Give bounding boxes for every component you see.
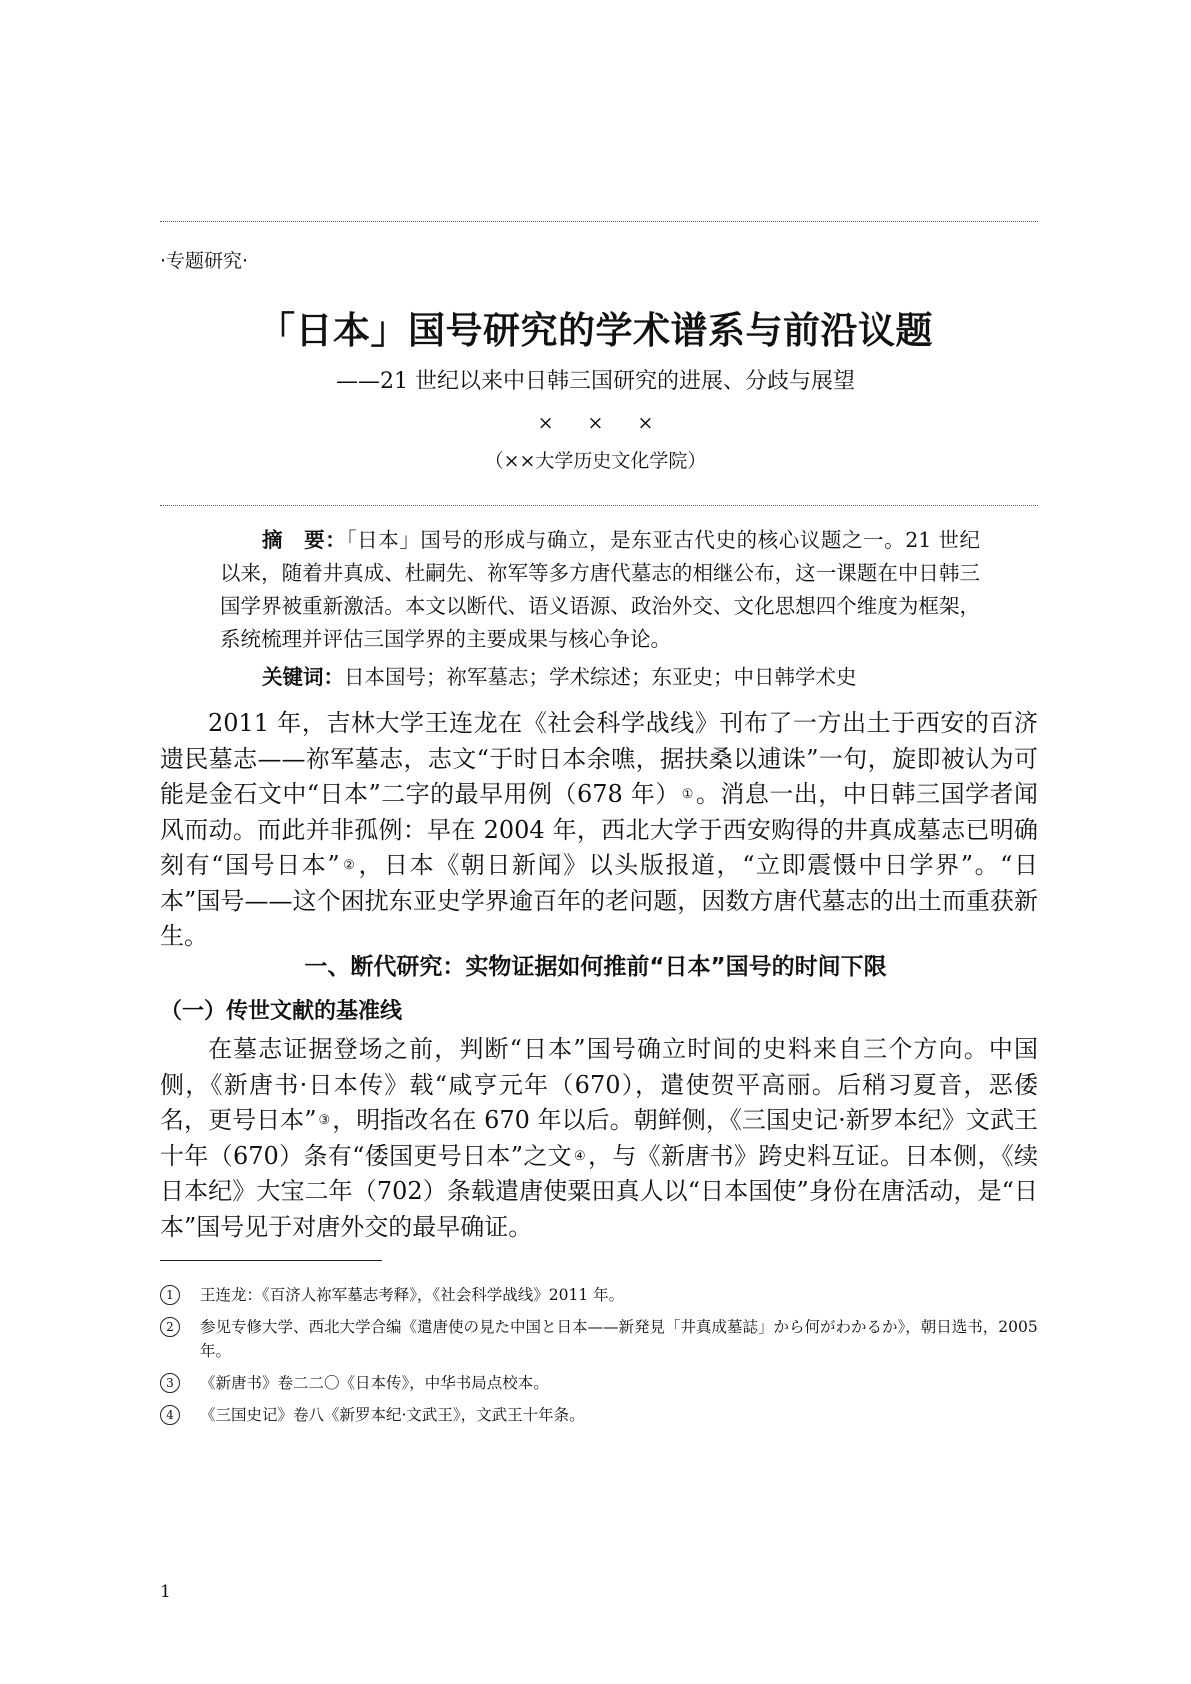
keywords-text: 日本国号；祢军墓志；学术综述；东亚史；中日韩学术史 [344,665,857,689]
footnote-item [160,1283,1050,1307]
footnotes [160,1283,1050,1435]
footnote-item [160,1371,1050,1395]
footnote-number: 4 [160,1405,180,1425]
footnote-ref-1[interactable]: ① [681,787,694,802]
page-number: 1 [160,1582,171,1602]
intro-text-2: 。消息一出，中日韩三国学者闻风而动。而此并非孤例：早在 2004 年，西北大学于西安购得的井真成墓志已明确刻有“国号日本” [160,780,1038,879]
intro-paragraph [160,706,1038,955]
author-name: × × × [537,412,654,434]
article-subtitle: ——21 世纪以来中日韩三国研究的进展、分歧与展望 [336,369,855,394]
article-title: 「日本」国号研究的学术谱系与前沿议题 [258,309,933,352]
section1-text-1: 在墓志证据登场之前，判断“日本”国号确立时间的史料来自三个方向。中国侧，《新唐书·日本传》载“咸亨元年（670），遣使贺平高丽。后稍习夏音，恶倭名，更号日本” [160,1035,1038,1134]
footnote-text: 《三国史记》卷八《新罗本纪·文武王》，文武王十年条。 [200,1406,585,1424]
footnote-ref-3[interactable]: ③ [318,1113,331,1128]
footnote-divider [160,1260,382,1261]
section1-paragraph [160,1032,1038,1245]
keywords-label: 关键词： [262,665,344,689]
footnote-number: 3 [160,1373,180,1393]
header-divider-bottom [160,505,1038,506]
column-label: ·专题研究· [160,250,249,272]
footnote-number: 2 [160,1317,180,1337]
footnote-text: 王连龙：《百济人祢军墓志考释》，《社会科学战线》2011 年。 [200,1286,625,1304]
abstract [220,524,980,656]
footnote-item [160,1403,1050,1427]
footnote-ref-2[interactable]: ② [341,858,357,873]
header-divider-top [160,221,1038,222]
author-affiliation: （××大学历史文化学院） [484,450,707,472]
abstract-text: 「日本」国号的形成与确立，是东亚古代史的核心议题之一。21 世纪以来，随着井真成、杜嗣先、祢军等多方唐代墓志的相继公布，这一课题在中日韩三国学界被重新激活。本文以断代、语义语源、政治外交、文化思想四个维度为框架，系统梳理并评估三国学界的主要成果与核心争论。 [220,528,980,651]
keywords [262,660,857,690]
footnote-text: 《新唐书》卷二二〇《日本传》，中华书局点校本。 [200,1374,549,1392]
section1-text-3: ，与《新唐书》跨史料互证。日本侧，《续日本纪》大宝二年（702）条载遣唐使粟田真人以“日本国使”身份在唐活动，是“日本”国号见于对唐外交的最早确证。 [160,1141,1039,1241]
subsection-heading-1: （一）传世文献的基准线 [160,999,403,1024]
abstract-label: 摘 要： [262,528,347,552]
footnote-text: 参见专修大学、西北大学合编《遣唐使の見た中国と日本——新発見「井真成墓誌」から何がわかるか》，朝日选书，2005 年。 [200,1318,1038,1360]
footnote-number: 1 [160,1285,180,1305]
section1-text-2: ，明指改名在 670 年以后。朝鲜侧，《三国史记·新罗本纪》文武王十年（670）条有“倭国更号日本”之文 [160,1106,1038,1170]
footnote-ref-4[interactable]: ④ [574,1148,587,1164]
intro-text-3: ，日本《朝日新闻》以头版报道，“立即震慑中日学界”。“日本”国号——这个困扰东亚史学界逾百年的老问题，因数方唐代墓志的出土而重获新生。 [160,851,1038,950]
section-heading-1: 一、断代研究：实物证据如何推前“日本”国号的时间下限 [304,954,887,980]
intro-text-1: 2011 年，吉林大学王连龙在《社会科学战线》刊布了一方出土于西安的百济遗民墓志——祢军墓志，志文“于时日本余噍，据扶桑以逋诛”一句，旋即被认为可能是金石文中“日本”二字的最早用例（678 年） [160,709,1038,808]
footnote-item [160,1315,1050,1363]
